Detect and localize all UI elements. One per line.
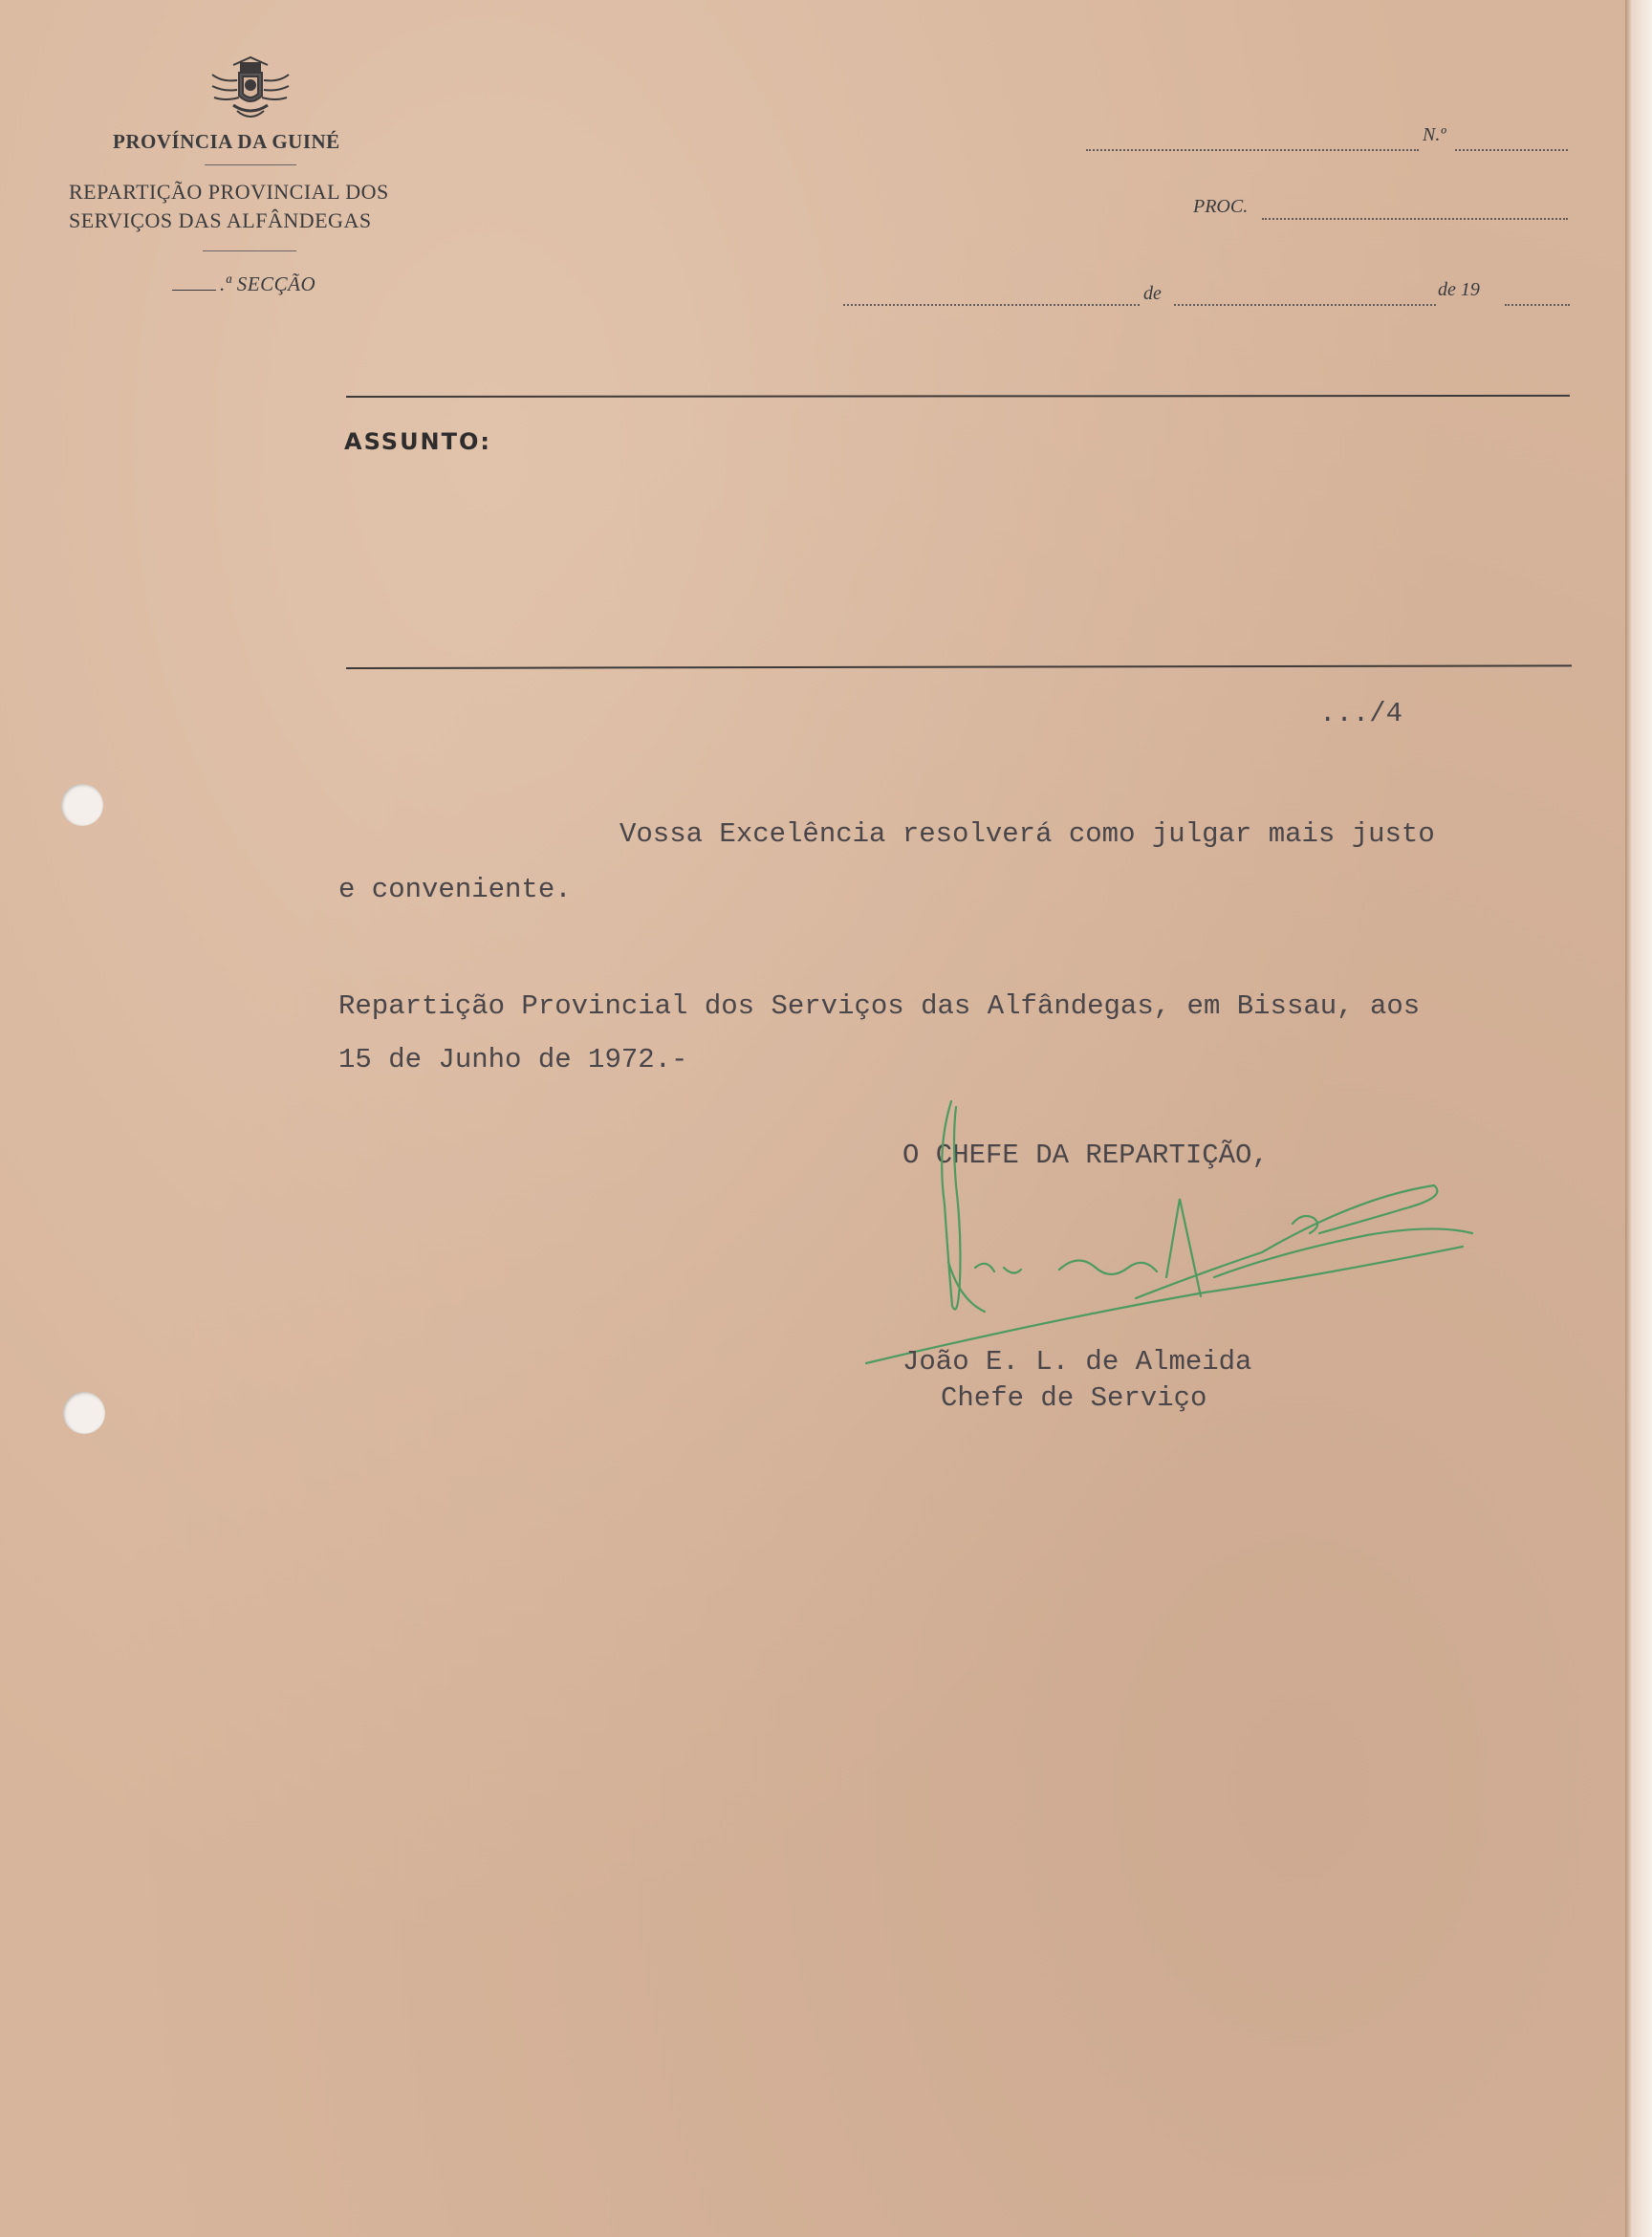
coat-of-arms-icon	[205, 54, 296, 126]
department-divider	[203, 250, 296, 251]
section-number-blank	[172, 290, 216, 291]
subject-bottom-rule	[346, 664, 1572, 669]
signatory-name: João E. L. de Almeida	[902, 1346, 1252, 1378]
province-divider	[205, 164, 296, 165]
department-name-line1: REPARTIÇÃO PROVINCIAL DOS	[69, 180, 389, 204]
punch-hole-bottom	[63, 1392, 105, 1434]
date-place-line	[843, 304, 1140, 306]
signatory-role: Chefe de Serviço	[941, 1382, 1207, 1414]
punch-hole-top	[61, 784, 103, 826]
signatory-title: O CHEFE DA REPARTIÇÃO,	[902, 1140, 1269, 1171]
body-paragraph1-line2: e conveniente.	[338, 874, 572, 905]
subject-top-rule	[346, 395, 1570, 398]
section-label: .ª SECÇÃO	[220, 272, 316, 295]
page-reference: .../4	[1319, 698, 1403, 729]
section-field	[172, 272, 315, 296]
body-paragraph2-line2: 15 de Junho de 1972.-	[338, 1044, 688, 1075]
date-de-label: de	[1143, 283, 1162, 304]
province-name: PROVÍNCIA DA GUINÉ	[113, 130, 340, 153]
paper-edge	[1625, 0, 1652, 2237]
number-dotted-line	[1086, 149, 1419, 151]
body-paragraph1-line1: Vossa Excelência resolverá como julgar mais justo	[620, 818, 1435, 850]
date-year-line	[1505, 304, 1570, 306]
number-label: N.º	[1423, 124, 1446, 145]
date-year-label: de 19	[1438, 279, 1480, 300]
department-name-line2: SERVIÇOS DAS ALFÂNDEGAS	[69, 208, 372, 232]
process-value-line	[1262, 218, 1568, 220]
body-paragraph2-line1: Repartição Provincial dos Serviços das Alfândegas, em Bissau, aos	[338, 990, 1421, 1022]
subject-label: ASSUNTO:	[344, 428, 492, 455]
number-value-line	[1455, 149, 1568, 151]
date-month-line	[1174, 304, 1436, 306]
process-label: PROC.	[1193, 196, 1249, 217]
